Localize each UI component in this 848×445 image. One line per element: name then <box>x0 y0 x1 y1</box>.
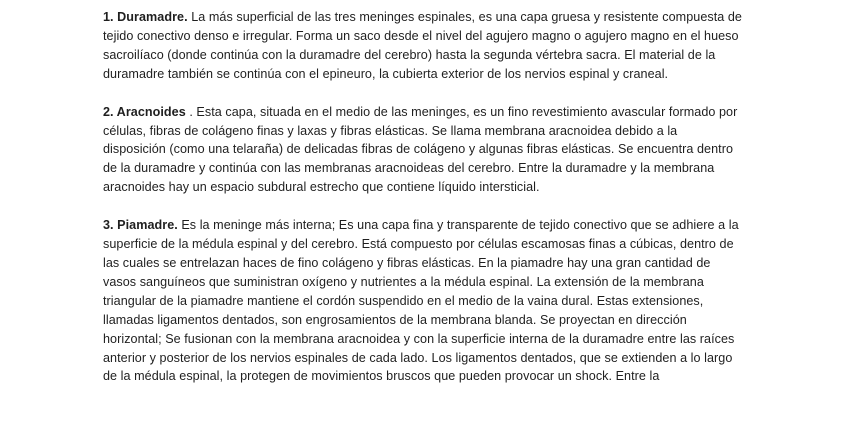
section-heading: 3. Piamadre. <box>103 218 178 233</box>
section-heading: 2. Aracnoides <box>103 104 186 119</box>
section-heading: 1. Duramadre. <box>103 10 188 24</box>
document-page <box>103 8 743 386</box>
section-aracnoides <box>103 103 743 198</box>
section-piamadre <box>103 216 743 386</box>
section-body: La más superficial de las tres meninges espinales, es una capa gruesa y resistente compuesta de tejido conectivo denso e irregular. Forma un saco desde el nivel del agujero magno o agujero magno en el hueso sacroilíaco (donde continúa con la duramadre del cerebro) hasta la segunda vértebra sacra. El material de la duramadre también se continúa con el epineuro, la cubierta exterior de los nervios espinal y craneal. <box>103 10 742 81</box>
section-duramadre <box>103 8 743 84</box>
section-body: Es la meninge más interna; Es una capa fina y transparente de tejido conectivo que se adhiere a la superficie de la médula espinal y del cerebro. Está compuesto por células escamosas finas a cúbicas, dentro de las cuales se entrelazan haces de fino colágeno y fibras elásticas. En la piamadre hay una gran cantidad de vasos sanguíneos que suministran oxígeno y nutrientes a la médula espinal. La extensión de la membrana triangular de la piamadre mantiene el cordón suspendido en el medio de la vaina dural. Estas extensiones, llamadas ligamentos dentados, son engrosamientos de la membrana blanda. Se proyectan en dirección horizontal; Se fusionan con la membrana aracnoidea y con la superficie interna de la duramadre entre las raíces anterior y posterior de los nervios espinales de cada lado. Los ligamentos dentados, que se extienden a lo largo de la médula espinal, la protegen de movimientos bruscos que pueden provocar un shock. Entre la <box>103 218 739 384</box>
section-body: . Esta capa, situada en el medio de las meninges, es un fino revestimiento avascular formado por células, fibras de colágeno finas y laxas y fibras elásticas. Se llama membrana aracnoidea debido a la disposición (como una telaraña) de delicadas fibras de colágeno y algunas fibras elásticas. Se encuentra dentro de la duramadre y continúa con las membranas aracnoideas del cerebro. Entre la duramadre y la membrana aracnoides hay un espacio subdural estrecho que contiene líquido intersticial. <box>103 104 738 195</box>
